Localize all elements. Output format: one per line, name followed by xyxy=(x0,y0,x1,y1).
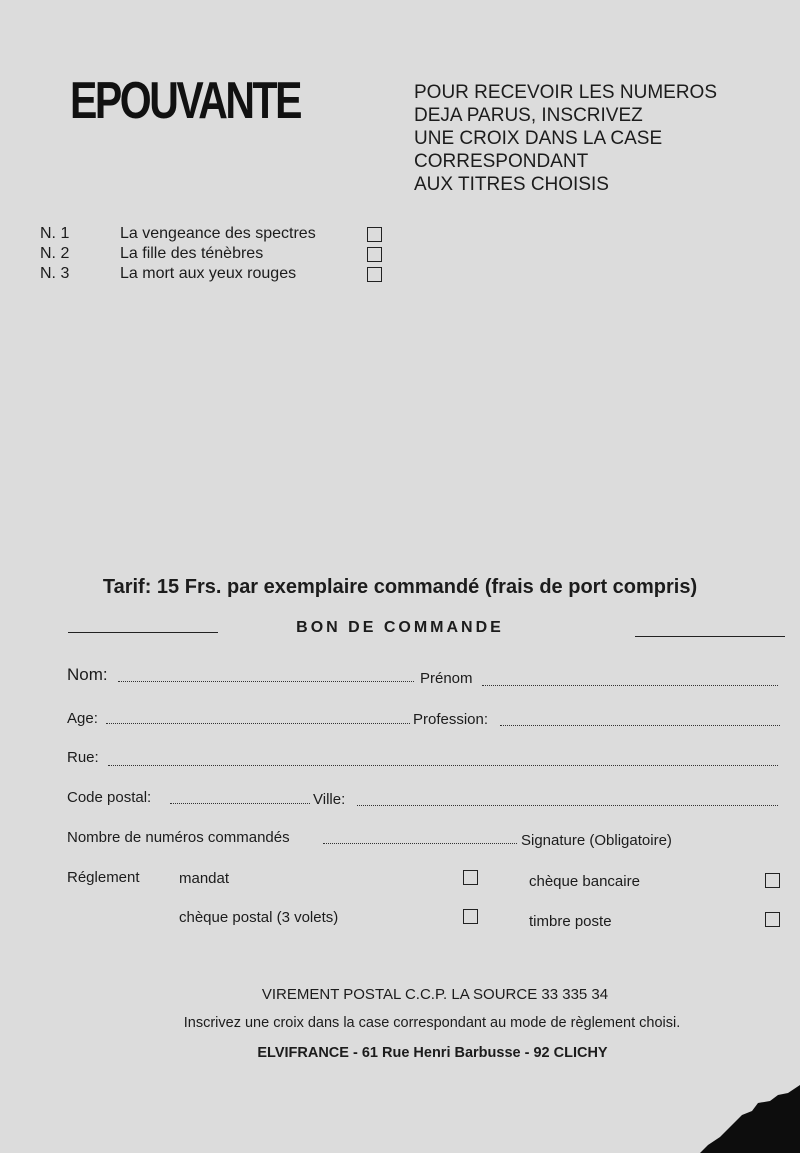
nom-label: Nom: xyxy=(67,665,108,684)
instruction-line: DEJA PARUS, INSCRIVEZ xyxy=(414,105,643,126)
mandat-label: mandat xyxy=(179,870,230,887)
cheque-bancaire-checkbox[interactable] xyxy=(765,873,780,888)
virement-line: VIREMENT POSTAL C.C.P. LA SOURCE 33 335 34 xyxy=(261,986,609,1003)
age-field[interactable] xyxy=(106,723,410,724)
issue-1-checkbox[interactable] xyxy=(367,227,382,242)
issue-number: N. 2 xyxy=(40,245,70,262)
ville-label: Ville: xyxy=(313,791,346,808)
order-form-heading: BON DE COMMANDE xyxy=(296,619,504,636)
issue-title: La vengeance des spectres xyxy=(120,225,316,242)
issue-title: La mort aux yeux rouges xyxy=(120,265,297,282)
nombre-label: Nombre de numéros commandés xyxy=(67,829,290,846)
issue-number: N. 1 xyxy=(40,225,70,242)
timbre-poste-checkbox[interactable] xyxy=(765,912,780,927)
issue-row xyxy=(40,225,400,245)
publisher-address: ELVIFRANCE - 61 Rue Henri Barbusse - 92 CLICHY xyxy=(257,1045,608,1061)
prenom-field[interactable] xyxy=(482,685,778,686)
tarif-line: Tarif: 15 Frs. par exemplaire commandé (frais de port compris) xyxy=(102,576,698,598)
cheque-postal-label: chèque postal (3 volets) xyxy=(179,909,339,926)
issue-3-checkbox[interactable] xyxy=(367,267,382,282)
mandat-checkbox[interactable] xyxy=(463,870,478,885)
rue-field[interactable] xyxy=(108,765,778,766)
magazine-logo: EPOUVANTE xyxy=(70,71,300,130)
code-postal-field[interactable] xyxy=(170,803,310,804)
reglement-label: Réglement xyxy=(67,869,140,886)
age-label: Age: xyxy=(67,710,98,727)
instruction-line: AUX TITRES CHOISIS xyxy=(414,174,609,195)
issue-title: La fille des ténèbres xyxy=(120,245,264,262)
rue-label: Rue: xyxy=(67,749,99,766)
nom-field[interactable] xyxy=(118,681,414,682)
profession-label: Profession: xyxy=(413,711,489,728)
torn-corner xyxy=(700,1085,800,1153)
cheque-bancaire-label: chèque bancaire xyxy=(529,873,640,890)
instruction-line: UNE CROIX DANS LA CASE xyxy=(414,128,663,149)
ville-field[interactable] xyxy=(357,805,778,806)
cheque-postal-checkbox[interactable] xyxy=(463,909,478,924)
prenom-label: Prénom xyxy=(420,670,473,687)
heading-rule-right xyxy=(635,636,785,637)
code-postal-label: Code postal: xyxy=(67,789,152,806)
issue-row xyxy=(40,265,400,285)
signature-label: Signature (Obligatoire) xyxy=(521,832,672,849)
profession-field[interactable] xyxy=(500,725,780,726)
nombre-field[interactable] xyxy=(323,843,517,844)
issue-number: N. 3 xyxy=(40,265,70,282)
reglement-note: Inscrivez une croix dans la case correspondant au mode de règlement choisi. xyxy=(183,1015,681,1031)
timbre-poste-label: timbre poste xyxy=(529,913,612,930)
issue-2-checkbox[interactable] xyxy=(367,247,382,262)
order-instructions xyxy=(414,81,774,196)
instruction-line: POUR RECEVOIR LES NUMEROS xyxy=(414,82,717,103)
issue-row xyxy=(40,245,400,265)
instruction-line: CORRESPONDANT xyxy=(414,151,589,172)
